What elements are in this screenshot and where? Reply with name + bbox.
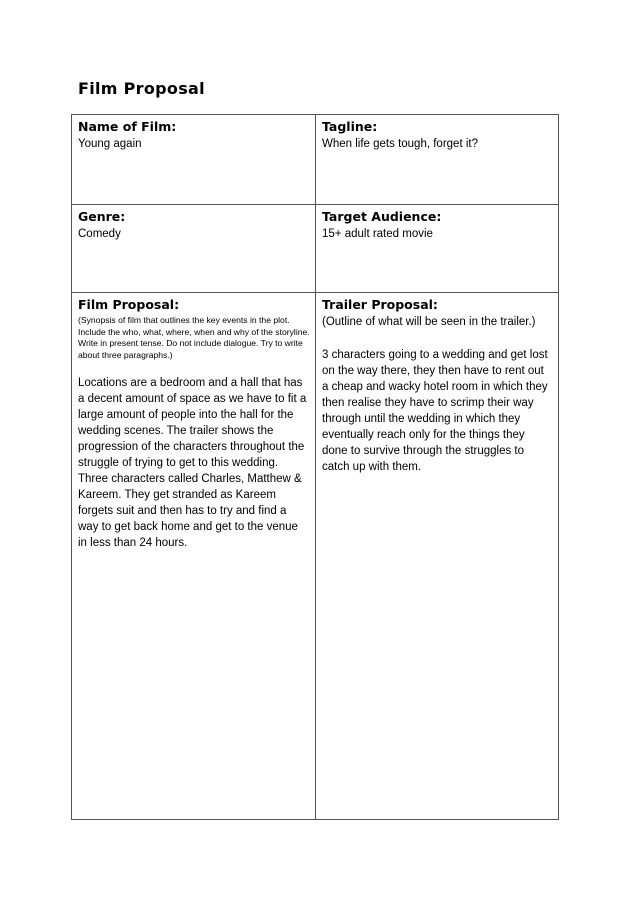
trailer-proposal-body: 3 characters going to a wedding and get lost on the way there, they then have to rent out a cheap and wacky hotel room in which they then realise they have to scrimp their way through until the wedding in which they eventually reach only for the things they done to survive through the struggles to catch up with them.	[322, 349, 548, 473]
tagline-value: When life gets tough, forget it?	[322, 138, 478, 150]
target-audience-cell	[316, 205, 559, 293]
genre-heading: Genre:	[78, 209, 126, 224]
page-title: Film Proposal	[78, 79, 205, 98]
name-of-film-heading: Name of Film:	[78, 119, 177, 134]
genre-cell	[72, 205, 316, 293]
film-proposal-instructions: (Synopsis of film that outlines the key events in the plot. Include the who, what, where, when and why of the storyline. Write in present tense. Do not include dialogue. Try to write about three paragraphs.)	[78, 315, 310, 360]
trailer-proposal-cell	[316, 293, 559, 820]
genre-value: Comedy	[78, 228, 121, 240]
trailer-proposal-heading: Trailer Proposal:	[322, 297, 438, 312]
name-of-film-value: Young again	[78, 138, 142, 150]
tagline-cell	[316, 115, 559, 205]
target-audience-value: 15+ adult rated movie	[322, 228, 433, 240]
film-proposal-body: Locations are a bedroom and a hall that has a decent amount of space as we have to fit a large amount of people into the hall for the wedding scenes. The trailer shows the progression of the characters throughout the struggle of trying to get to this wedding. Three characters called Charles, Matthew & Kareem. They get stranded as Kareem forgets suit and then has to try and find a way to get back home and get to the venue in less than 24 hours.	[78, 377, 307, 549]
trailer-proposal-instructions: (Outline of what will be seen in the trailer.)	[322, 316, 536, 328]
tagline-heading: Tagline:	[322, 119, 378, 134]
table-row	[72, 205, 559, 293]
name-of-film-cell	[72, 115, 316, 205]
table-row	[72, 115, 559, 205]
film-proposal-cell	[72, 293, 316, 820]
film-proposal-heading: Film Proposal:	[78, 297, 180, 312]
table-row	[72, 293, 559, 820]
target-audience-heading: Target Audience:	[322, 209, 442, 224]
film-proposal-table	[71, 114, 559, 820]
